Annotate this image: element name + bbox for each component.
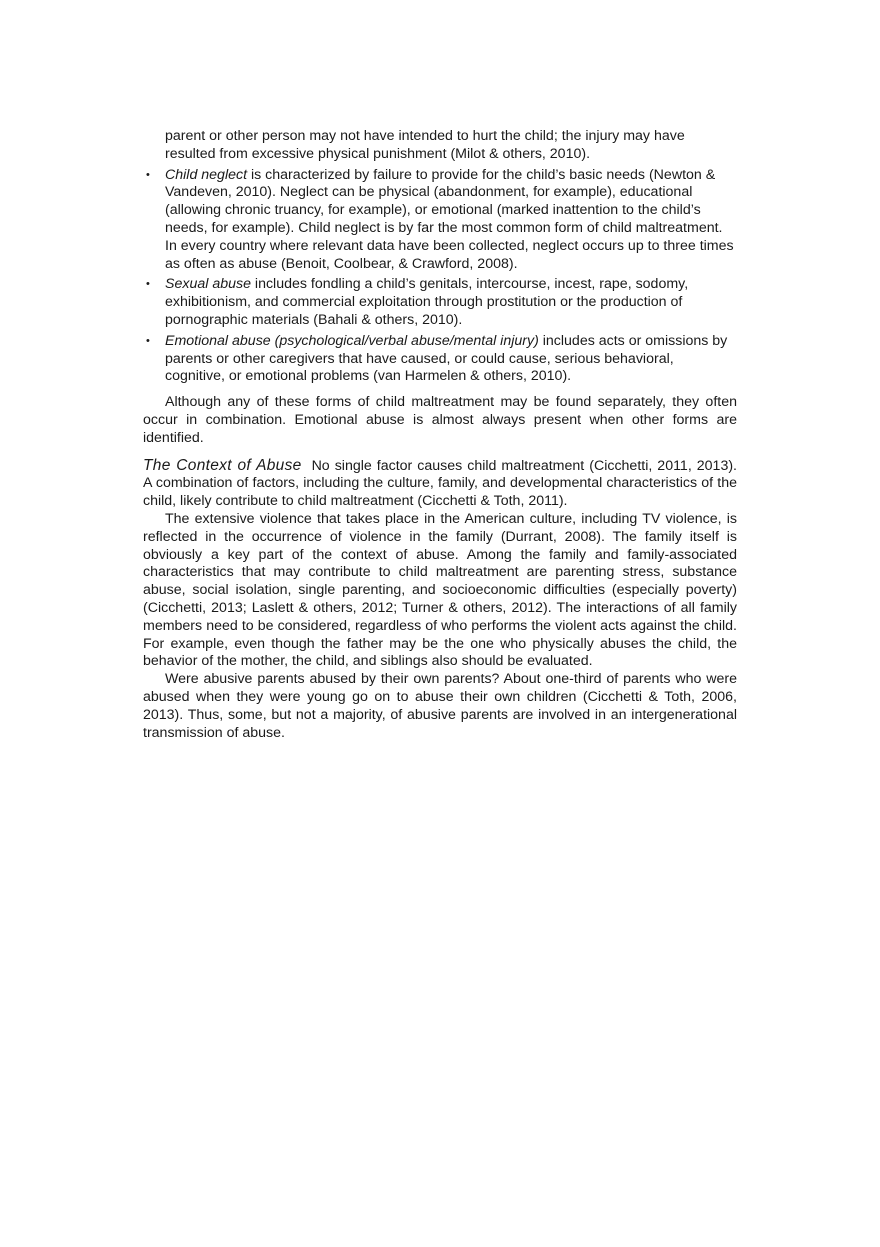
bullet-icon: • — [146, 168, 150, 181]
definition-sexual-abuse: includes fondling a child’s genitals, intercourse, incest, rape, sodomy, exhibitionism, and commercial exploitation through prostitution or the production of pornographic materials (Bahali & others, 2010). — [165, 276, 689, 328]
section-lead-text: No single factor causes child maltreatment (Cicchetti, 2011, 2013). A combination of factors, including the culture, family, and developmental characteristics of the child, likely contribute to child maltreatment (Cicchetti & Toth, 2011). — [143, 457, 737, 510]
term-sexual-abuse: Sexual abuse — [165, 276, 251, 293]
context-paragraph-intergenerational: Were abusive parents abused by their own parents? About one-third of parents who were abused when they were young go on to abuse their own children (Cicchetti & Toth, 2006, 2013). Thus, some, but not a majority, of abusive parents are involved in an intergenerational transmission of abuse. — [143, 671, 737, 741]
list-item-child-neglect — [143, 167, 737, 274]
definition-emotional-abuse: includes acts or omissions by parents or other caregivers that have caused, or could cause, serious behavioral, cognitive, or emotional problems (van Harmelen & others, 2010). — [165, 332, 728, 385]
list-item-sexual-abuse — [143, 276, 737, 329]
term-child-neglect: Child neglect — [165, 166, 248, 183]
definition-child-neglect: is characterized by failure to provide for the child’s basic needs (Newton & Vandeven, 2010). Neglect can be physical (abandonment, for example), educational (allowing chronic truancy, for example), or emotional (marked inattention to the child’s needs, for example). Child neglect is by far the most common form of child maltreatment. In every country where relevant data have been collected, neglect occurs up to three times as often as abuse (Benoit, Coolbear, & Crawford, 2008). — [165, 166, 734, 272]
bullet-icon: • — [146, 278, 150, 291]
document-page — [143, 128, 737, 742]
section-heading: The Context of Abuse — [143, 456, 302, 474]
continued-bullet-text: parent or other person may not have intended to hurt the child; the injury may have resulted from excessive physical punishment (Milot & others, 2010). — [165, 128, 685, 162]
list-item-emotional-abuse — [143, 333, 737, 386]
summary-paragraph: Although any of these forms of child maltreatment may be found separately, they often occur in combination. Emotional abuse is almost always present when other forms are identified. — [143, 394, 737, 446]
context-paragraph-violence: The extensive violence that takes place in the American culture, including TV violence, is reflected in the occurrence of violence in the family (Durrant, 2008). The family itself is obviously a key part of the context of abuse. Among the family and family-associated characteristics that may contribute to child maltreatment are parenting stress, substance abuse, social isolation, single parenting, and socioeconomic difficulties (especially poverty) (Cicchetti, 2013; Laslett & others, 2012; Turner & others, 2012). The interactions of all family members need to be considered, regardless of who performs the violent acts against the child. For example, even though the father may be the one who physically abuses the child, the behavior of the mother, the child, and siblings also should be evaluated. — [143, 510, 737, 670]
context-section-lead — [143, 457, 737, 511]
bullet-icon: • — [146, 334, 150, 347]
term-emotional-abuse: Emotional abuse (psychological/verbal abuse/mental injury) — [165, 332, 539, 349]
maltreatment-forms-list — [143, 167, 737, 387]
